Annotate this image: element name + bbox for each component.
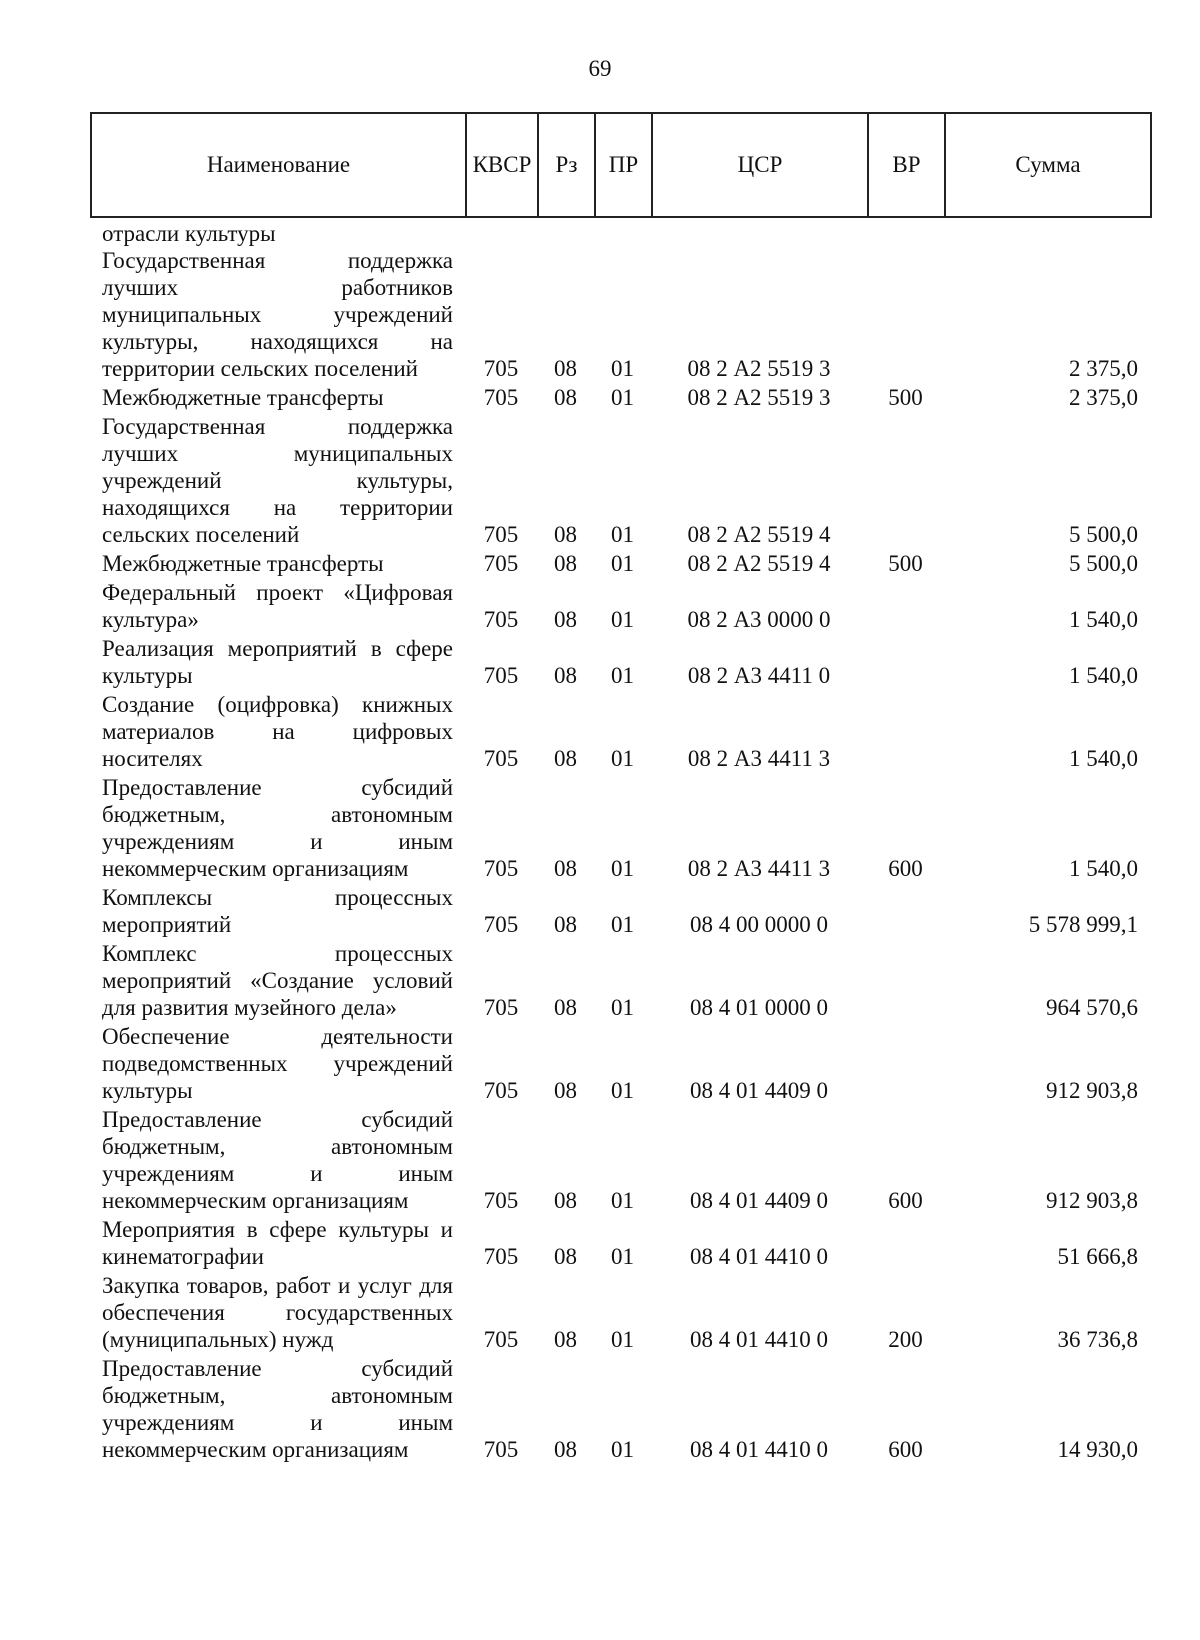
row-kvsr: 705 <box>483 995 519 1020</box>
row-kvsr: 705 <box>483 1437 519 1462</box>
row-kvsr: 705 <box>483 385 519 410</box>
row-csr: 08 4 00 0000 0 <box>690 912 828 937</box>
table-row <box>90 1355 1150 1465</box>
row-pr: 01 <box>611 551 634 576</box>
row-csr: 08 2 А3 0000 0 <box>687 607 831 632</box>
row-vr <box>867 635 944 691</box>
row-csr: 08 4 01 4409 0 <box>690 1188 828 1213</box>
row-pr: 01 <box>611 995 634 1020</box>
row-rz: 08 <box>554 385 577 410</box>
header-csr: ЦСР <box>652 113 868 217</box>
row-rz: 08 <box>554 995 577 1020</box>
row-vr: 600 <box>888 856 923 881</box>
table-row <box>90 691 1150 774</box>
row-kvsr: 705 <box>483 856 519 881</box>
row-kvsr: 705 <box>483 1327 519 1352</box>
row-csr: 08 2 А2 5519 3 <box>687 385 831 410</box>
row-name: Реализация мероприятий в сфере культуры <box>102 636 453 688</box>
row-pr: 01 <box>611 746 634 771</box>
row-rz: 08 <box>554 746 577 771</box>
row-vr: 500 <box>888 551 923 576</box>
row-sum: 14 930,0 <box>1057 1437 1138 1462</box>
row-sum: 1 540,0 <box>1069 746 1138 771</box>
row-name: Закупка товаров, работ и услуг для обеспечения государственных (муниципальных) нужд <box>102 1273 453 1352</box>
row-rz: 08 <box>554 551 577 576</box>
row-sum: 5 500,0 <box>1069 551 1138 576</box>
row-kvsr: 705 <box>483 1078 519 1103</box>
header-sum: Сумма <box>945 113 1151 217</box>
row-sum: 912 903,8 <box>1046 1078 1138 1103</box>
row-pr: 01 <box>611 1327 634 1352</box>
row-pr: 01 <box>611 1437 634 1462</box>
row-vr: 600 <box>888 1437 923 1462</box>
row-kvsr: 705 <box>483 607 519 632</box>
header-rz: Рз <box>538 113 595 217</box>
table-row <box>90 940 1150 1023</box>
table-header <box>90 112 1152 218</box>
row-kvsr: 705 <box>483 663 519 688</box>
row-pr: 01 <box>611 912 634 937</box>
row-sum: 36 736,8 <box>1057 1327 1138 1352</box>
row-sum: 1 540,0 <box>1069 663 1138 688</box>
row-rz: 08 <box>554 1188 577 1213</box>
table-row <box>90 579 1150 635</box>
row-name: Обеспечение деятельности подведомственных учреждений культуры <box>102 1024 453 1103</box>
row-vr <box>867 413 944 550</box>
table-row <box>90 1023 1150 1106</box>
row-csr: 08 2 А2 5519 4 <box>687 551 831 576</box>
table-row <box>90 774 1150 884</box>
table-row <box>90 1272 1150 1355</box>
row-vr: 200 <box>888 1327 923 1352</box>
row-pr: 01 <box>611 856 634 881</box>
row-kvsr: 705 <box>483 522 519 547</box>
table-row <box>90 247 1150 384</box>
row-sum: 964 570,6 <box>1046 995 1138 1020</box>
row-name: Государственная поддержка лучших работников муниципальных учреждений культуры, находящихся на территории сельских поселений <box>102 248 453 381</box>
row-kvsr: 705 <box>483 1188 519 1213</box>
continued-text: отрасли культуры <box>102 221 276 246</box>
row-kvsr: 705 <box>483 746 519 771</box>
table-row <box>90 550 1150 579</box>
row-name: Предоставление субсидий бюджетным, автономным учреждениям и иным некоммерческим организациям <box>102 1356 453 1462</box>
row-csr: 08 2 А3 4411 3 <box>687 746 831 771</box>
row-rz: 08 <box>554 912 577 937</box>
row-vr <box>867 940 944 1023</box>
row-rz: 08 <box>554 1437 577 1462</box>
header-vr: ВР <box>868 113 945 217</box>
row-csr: 08 2 А3 4411 3 <box>687 856 831 881</box>
continued-row <box>90 220 1150 247</box>
row-pr: 01 <box>611 663 634 688</box>
row-csr: 08 4 01 4410 0 <box>690 1437 828 1462</box>
row-sum: 2 375,0 <box>1069 385 1138 410</box>
row-vr <box>867 691 944 774</box>
row-pr: 01 <box>611 522 634 547</box>
row-csr: 08 4 01 4410 0 <box>690 1244 828 1269</box>
table-row <box>90 384 1150 413</box>
row-vr <box>867 1023 944 1106</box>
row-vr: 500 <box>888 385 923 410</box>
table-row <box>90 1216 1150 1272</box>
row-vr: 600 <box>888 1188 923 1213</box>
row-csr: 08 2 А2 5519 3 <box>687 356 831 381</box>
row-sum: 1 540,0 <box>1069 607 1138 632</box>
row-sum: 51 666,8 <box>1057 1244 1138 1269</box>
table-row <box>90 413 1150 550</box>
row-kvsr: 705 <box>483 912 519 937</box>
row-name: Создание (оцифровка) книжных материалов на цифровых носителях <box>102 692 453 771</box>
row-name: Комплекс процессных мероприятий «Создание условий для развития музейного дела» <box>102 941 453 1020</box>
row-name: Мероприятия в сфере культуры и кинематографии <box>102 1217 453 1269</box>
header-name: Наименование <box>91 113 466 217</box>
row-csr: 08 4 01 4410 0 <box>690 1327 828 1352</box>
table-row <box>90 635 1150 691</box>
table-row <box>90 884 1150 940</box>
row-name: Предоставление субсидий бюджетным, автономным учреждениям и иным некоммерческим организациям <box>102 1107 453 1213</box>
row-pr: 01 <box>611 356 634 381</box>
header-kvsr: КВСР <box>466 113 538 217</box>
row-sum: 5 500,0 <box>1069 522 1138 547</box>
row-rz: 08 <box>554 1327 577 1352</box>
row-name: Межбюджетные трансферты <box>102 385 384 410</box>
row-kvsr: 705 <box>483 551 519 576</box>
row-name: Межбюджетные трансферты <box>102 551 384 576</box>
row-kvsr: 705 <box>483 356 519 381</box>
row-vr <box>867 1216 944 1272</box>
row-name: Федеральный проект «Цифровая культура» <box>102 580 453 632</box>
row-csr: 08 2 А2 5519 4 <box>687 522 831 547</box>
header-pr: ПР <box>595 113 652 217</box>
table-row <box>90 1106 1150 1216</box>
row-pr: 01 <box>611 1244 634 1269</box>
row-pr: 01 <box>611 1078 634 1103</box>
row-sum: 2 375,0 <box>1069 356 1138 381</box>
row-pr: 01 <box>611 607 634 632</box>
row-rz: 08 <box>554 1078 577 1103</box>
row-rz: 08 <box>554 607 577 632</box>
row-name: Предоставление субсидий бюджетным, автономным учреждениям и иным некоммерческим организациям <box>102 775 453 881</box>
row-kvsr: 705 <box>483 1244 519 1269</box>
row-vr <box>867 884 944 940</box>
row-pr: 01 <box>611 385 634 410</box>
budget-table <box>90 220 1150 1465</box>
row-sum: 912 903,8 <box>1046 1188 1138 1213</box>
row-rz: 08 <box>554 356 577 381</box>
row-name: Комплексы процессных мероприятий <box>102 885 453 937</box>
row-sum: 1 540,0 <box>1069 856 1138 881</box>
row-vr <box>867 579 944 635</box>
row-rz: 08 <box>554 522 577 547</box>
row-csr: 08 2 А3 4411 0 <box>687 663 831 688</box>
row-vr <box>867 247 944 384</box>
row-rz: 08 <box>554 663 577 688</box>
row-name: Государственная поддержка лучших муниципальных учреждений культуры, находящихся на территории сельских поселений <box>102 414 453 547</box>
row-csr: 08 4 01 0000 0 <box>690 995 828 1020</box>
row-sum: 5 578 999,1 <box>1028 912 1138 937</box>
row-rz: 08 <box>554 856 577 881</box>
row-rz: 08 <box>554 1244 577 1269</box>
row-csr: 08 4 01 4409 0 <box>690 1078 828 1103</box>
row-pr: 01 <box>611 1188 634 1213</box>
page-number: 69 <box>588 56 612 81</box>
